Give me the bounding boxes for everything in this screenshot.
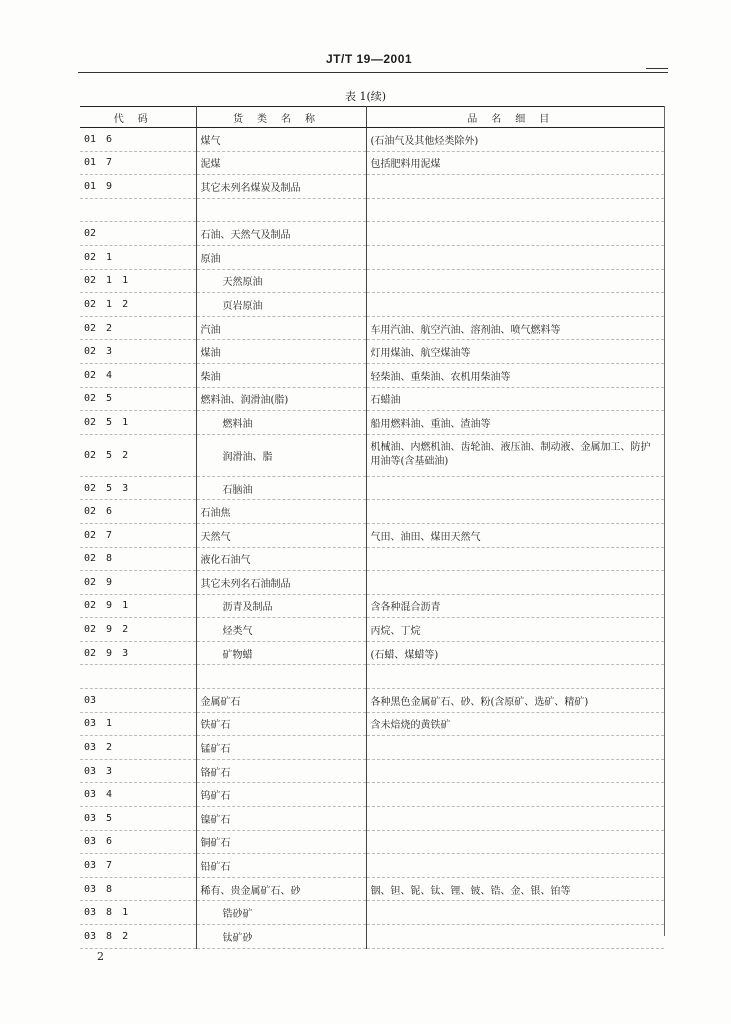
row-code: 02 8 (80, 547, 196, 571)
row-goods-name: 燃料油、润滑油(脂) (196, 387, 366, 411)
row-code: 03 5 (80, 807, 196, 831)
table-row (80, 854, 664, 878)
table-row (80, 807, 664, 831)
row-goods-name: 锰矿石 (196, 736, 366, 760)
header-rule (78, 72, 668, 73)
row-item-detail: (石蜡、煤蜡等) (366, 641, 664, 665)
row-code: 02 9 (80, 571, 196, 595)
row-goods-name: 石油、天然气及制品 (196, 222, 366, 246)
row-goods-name: 天然原油 (196, 269, 366, 293)
table-row (80, 523, 664, 547)
row-code: 03 6 (80, 830, 196, 854)
row-item-detail: 含各种混合沥青 (366, 594, 664, 618)
table-row (80, 759, 664, 783)
row-code (80, 198, 196, 222)
row-goods-name: 金属矿石 (196, 689, 366, 713)
row-item-detail (366, 245, 664, 269)
row-goods-name: 石油焦 (196, 500, 366, 524)
row-goods-name: 汽油 (196, 316, 366, 340)
row-item-detail (366, 901, 664, 925)
row-item-detail (366, 783, 664, 807)
row-goods-name: 稀有、贵金属矿石、砂 (196, 877, 366, 901)
table-row (80, 128, 664, 152)
row-code: 03 8 2 (80, 925, 196, 949)
row-goods-name: 液化石油气 (196, 547, 366, 571)
row-goods-name: 烃类气 (196, 618, 366, 642)
table-row (80, 830, 664, 854)
row-code: 02 4 (80, 363, 196, 387)
row-item-detail: 各种黑色金属矿石、砂、粉(含原矿、选矿、精矿) (366, 689, 664, 713)
row-item-detail (366, 925, 664, 949)
row-code: 03 8 1 (80, 901, 196, 925)
row-item-detail: 铟、钽、铌、钛、锂、铍、锆、金、银、铂等 (366, 877, 664, 901)
row-goods-name (196, 198, 366, 222)
table-row (80, 689, 664, 713)
row-item-detail: 车用汽油、航空汽油、溶剂油、喷气燃料等 (366, 316, 664, 340)
row-code: 02 5 3 (80, 476, 196, 500)
header-rule-short (646, 68, 668, 69)
table-row (80, 434, 664, 476)
row-item-detail: 包括肥料用泥煤 (366, 151, 664, 175)
row-item-detail (366, 547, 664, 571)
row-item-detail (366, 571, 664, 595)
table-row (80, 901, 664, 925)
table-row (80, 618, 664, 642)
table-row (80, 641, 664, 665)
row-item-detail: 轻柴油、重柴油、农机用柴油等 (366, 363, 664, 387)
table-row (80, 151, 664, 175)
row-code: 02 1 (80, 245, 196, 269)
table-row (80, 594, 664, 618)
row-goods-name: 其它未列名石油制品 (196, 571, 366, 595)
row-item-detail (366, 198, 664, 222)
row-goods-name: 柴油 (196, 363, 366, 387)
row-code: 02 2 (80, 316, 196, 340)
row-item-detail (366, 476, 664, 500)
row-goods-name: 铁矿石 (196, 712, 366, 736)
table-row (80, 783, 664, 807)
row-goods-name: 煤油 (196, 340, 366, 364)
row-goods-name (196, 665, 366, 689)
row-code: 01 7 (80, 151, 196, 175)
table-row (80, 712, 664, 736)
row-code: 02 1 2 (80, 293, 196, 317)
row-goods-name: 其它未列名煤炭及制品 (196, 175, 366, 199)
row-goods-name: 石脑油 (196, 476, 366, 500)
row-code: 02 9 3 (80, 641, 196, 665)
row-item-detail: 含未焙烧的黄铁矿 (366, 712, 664, 736)
row-code: 02 (80, 222, 196, 246)
row-code: 02 6 (80, 500, 196, 524)
page-number: 2 (97, 950, 104, 963)
row-goods-name: 铬矿石 (196, 759, 366, 783)
col-header-code: 代码 (80, 107, 196, 128)
row-goods-name: 泥煤 (196, 151, 366, 175)
row-code: 03 2 (80, 736, 196, 760)
table-row (80, 547, 664, 571)
table-row (80, 665, 664, 689)
row-item-detail (366, 500, 664, 524)
table-row (80, 925, 664, 949)
row-code: 01 9 (80, 175, 196, 199)
row-code: 02 1 1 (80, 269, 196, 293)
row-code: 03 8 (80, 877, 196, 901)
row-goods-name: 钛矿砂 (196, 925, 366, 949)
table-row (80, 877, 664, 901)
row-goods-name: 原油 (196, 245, 366, 269)
row-item-detail (366, 736, 664, 760)
row-code: 02 9 2 (80, 618, 196, 642)
row-item-detail: 机械油、内燃机油、齿轮油、液压油、制动液、金属加工、防护用油等(含基础油) (366, 434, 664, 476)
row-code: 02 5 1 (80, 411, 196, 435)
row-code: 03 7 (80, 854, 196, 878)
table-right-border (664, 106, 665, 936)
table-row (80, 293, 664, 317)
row-item-detail (366, 830, 664, 854)
table-body (80, 128, 664, 949)
row-goods-name: 天然气 (196, 523, 366, 547)
row-goods-name: 润滑油、脂 (196, 434, 366, 476)
row-code: 02 3 (80, 340, 196, 364)
table-row (80, 222, 664, 246)
row-item-detail (366, 269, 664, 293)
row-code: 03 1 (80, 712, 196, 736)
table-row (80, 571, 664, 595)
row-item-detail: (石油气及其他烃类除外) (366, 128, 664, 152)
standard-code: JT/T 19—2001 (326, 52, 413, 66)
row-item-detail: 丙烷、丁烷 (366, 618, 664, 642)
goods-classification-table (80, 106, 664, 949)
row-item-detail (366, 665, 664, 689)
row-code: 02 9 1 (80, 594, 196, 618)
row-code: 03 3 (80, 759, 196, 783)
row-code: 02 5 (80, 387, 196, 411)
row-item-detail (366, 854, 664, 878)
col-header-detail: 品名细目 (366, 107, 664, 128)
row-code: 03 4 (80, 783, 196, 807)
table-row (80, 269, 664, 293)
row-item-detail: 船用燃料油、重油、渣油等 (366, 411, 664, 435)
table-row (80, 198, 664, 222)
col-header-name: 货类名称 (196, 107, 366, 128)
table-caption: 表 1(续) (345, 90, 387, 103)
row-item-detail: 灯用煤油、航空煤油等 (366, 340, 664, 364)
row-goods-name: 钨矿石 (196, 783, 366, 807)
table-row (80, 245, 664, 269)
row-goods-name: 页岩原油 (196, 293, 366, 317)
table-row (80, 340, 664, 364)
row-code: 03 (80, 689, 196, 713)
table-row (80, 476, 664, 500)
table-row (80, 500, 664, 524)
table-header-row (80, 107, 664, 128)
row-item-detail (366, 807, 664, 831)
row-item-detail: 石蜡油 (366, 387, 664, 411)
table-row (80, 736, 664, 760)
row-item-detail: 气田、油田、煤田天然气 (366, 523, 664, 547)
row-goods-name: 铜矿石 (196, 830, 366, 854)
row-item-detail (366, 222, 664, 246)
table-row (80, 363, 664, 387)
table-row (80, 387, 664, 411)
row-code: 02 5 2 (80, 434, 196, 476)
row-code: 01 6 (80, 128, 196, 152)
row-goods-name: 矿物蜡 (196, 641, 366, 665)
row-goods-name: 煤气 (196, 128, 366, 152)
row-item-detail (366, 175, 664, 199)
table-row (80, 411, 664, 435)
row-code: 02 7 (80, 523, 196, 547)
row-goods-name: 锆砂矿 (196, 901, 366, 925)
row-goods-name: 铅矿石 (196, 854, 366, 878)
row-goods-name: 镍矿石 (196, 807, 366, 831)
row-item-detail (366, 759, 664, 783)
row-goods-name: 沥青及制品 (196, 594, 366, 618)
row-item-detail (366, 293, 664, 317)
table-row (80, 316, 664, 340)
row-goods-name: 燃料油 (196, 411, 366, 435)
table-row (80, 175, 664, 199)
row-code (80, 665, 196, 689)
